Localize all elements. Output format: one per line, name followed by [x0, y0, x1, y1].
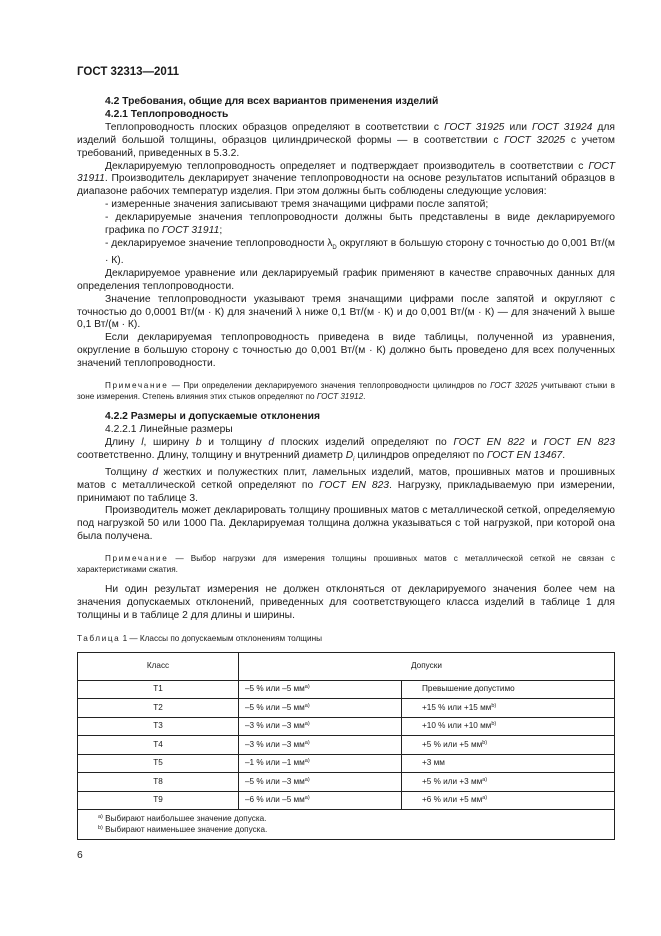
footnote-text: Выбирают наибольшее значение допуска. — [102, 814, 267, 824]
minus-tolerance-cell — [239, 736, 402, 755]
tolerance-value: +6 % или +5 мм — [422, 795, 483, 805]
footnote-ref: a) — [304, 702, 310, 709]
minus-tolerance-cell — [239, 699, 402, 718]
text-span: и толщину — [201, 436, 269, 448]
tolerance-value: –6 % или –5 мм — [245, 795, 305, 805]
text-span: . — [363, 392, 366, 402]
table-header-row — [78, 652, 615, 680]
lambda-symbol: λ — [327, 237, 333, 249]
plus-tolerance-cell — [402, 791, 615, 810]
tolerance-value: +3 мм — [422, 758, 445, 768]
paragraph-rounding: Если декларируемая теплопроводность приведена в виде таблицы, полученной из уравнения, округление в большую сторону с точностью до 0,001 Вт/(м · К) должно быть проведено для всех полученных значений теплопроводности. — [77, 332, 615, 370]
caption-label: Таблица — [77, 633, 121, 643]
footnote-a — [98, 813, 608, 824]
standard-reference: ГОСТ 31925 — [444, 121, 505, 133]
tolerance-value: +10 % или +10 мм — [422, 721, 492, 731]
class-cell: T1 — [78, 680, 239, 699]
footnote-cell — [78, 810, 615, 840]
tolerance-table — [77, 652, 615, 841]
variable: l — [141, 436, 144, 448]
paragraph-declared-thickness: Производитель может декларировать толщину прошивных матов с металлической сеткой, определяемую под нагрузкой 50 или 1000 Па. Декларируемая толщина должна указываться с той нагрузкой, при которой она была получена. — [77, 505, 615, 543]
text-span: или — [504, 121, 533, 133]
table-row — [78, 736, 615, 755]
note-cylinders — [77, 380, 615, 402]
variable: b — [195, 436, 202, 448]
plus-tolerance-cell — [402, 717, 615, 736]
text-span: — Выбор нагрузки для измерения толщины прошивных матов с металлической сеткой не связан с характеристиками сжатия. — [77, 554, 615, 575]
footnote-b — [98, 824, 608, 835]
document-header: ГОСТ 32313—2011 — [77, 66, 179, 78]
table-row — [78, 754, 615, 773]
footnote-mark: a) — [98, 814, 103, 821]
section-4-2-2-1-title: 4.2.2.1 Линейные размеры — [105, 423, 233, 435]
table-footnotes — [78, 810, 615, 840]
subscript: i — [353, 456, 355, 463]
section-4-2-2-title: 4.2.2 Размеры и допускаемые отклонения — [105, 411, 320, 423]
standard-reference: ГОСТ 32025 — [490, 381, 538, 391]
minus-tolerance-cell — [239, 717, 402, 736]
plus-tolerance-cell — [402, 680, 615, 699]
standard-reference: ГОСТ EN 823 — [543, 436, 615, 448]
table-row — [78, 717, 615, 736]
text-span: Декларируемую теплопроводность определяет и подтверждает производитель в соответствии с — [105, 160, 589, 172]
text-span: плоских изделий определяют по — [274, 436, 454, 448]
footnote-ref: b) — [491, 721, 497, 728]
minus-tolerance-cell — [239, 773, 402, 792]
text-span: Длину — [105, 436, 142, 448]
footnote-ref: a) — [304, 721, 310, 728]
tolerance-value: –5 % или –5 мм — [245, 684, 305, 694]
standard-reference: ГОСТ 31911 — [77, 160, 615, 185]
footnote-ref: a) — [304, 758, 310, 765]
subscript: D — [332, 245, 337, 252]
tolerance-value: Превышение допустимо — [422, 684, 515, 694]
header-tolerance: Допуски — [239, 652, 615, 680]
note-label: Примечание — [105, 381, 169, 391]
standard-reference: ГОСТ EN 822 — [453, 436, 525, 448]
footnote-ref: a) — [482, 795, 488, 802]
footnote-ref: b) — [482, 739, 488, 746]
tolerance-value: –3 % или –3 мм — [245, 721, 305, 731]
plus-tolerance-cell — [402, 754, 615, 773]
standard-reference: ГОСТ 32025 — [504, 134, 566, 146]
list-item — [77, 238, 615, 268]
standard-reference: ГОСТ EN 823 — [319, 479, 390, 491]
text-span: - декларируемые значения теплопроводности должны быть представлены в виде декларируемого графика по — [105, 212, 615, 237]
variable: d — [268, 436, 275, 448]
class-cell: T9 — [78, 791, 239, 810]
section-4-2-1-title: 4.2.1 Теплопроводность — [105, 108, 229, 120]
tolerance-value: –5 % или –3 мм — [245, 776, 305, 786]
footnote-text: Выбирают наименьшее значение допуска. — [102, 825, 268, 835]
list-item: - измеренные значения записывают тремя значащими цифрами после запятой; — [105, 199, 489, 211]
standard-reference: ГОСТ 31912 — [316, 392, 364, 402]
standard-reference: ГОСТ 31924 — [532, 121, 593, 133]
text-span: для изделий большой толщины, образцов цилиндрической формы — в соответствии с — [77, 121, 616, 146]
table-row — [78, 699, 615, 718]
variable: d — [152, 466, 159, 478]
text-span: . — [562, 449, 566, 461]
paragraph-reference-data: Декларируемое уравнение или декларируемый график применяют в качестве справочных данных для определения теплопроводности. — [77, 267, 615, 292]
paragraph-thickness — [77, 467, 615, 506]
table-caption — [77, 633, 615, 646]
caption-text: 1 — Классы по допускаемым отклонениям толщины — [120, 633, 322, 643]
tolerance-value: +5 % или +3 мм — [422, 776, 483, 786]
footnote-mark: b) — [98, 825, 103, 832]
text-span: с учетом требований, приведенных в 5.3.2. — [77, 134, 615, 159]
text-span: , ширину — [143, 436, 196, 448]
text-span: цилиндров определяют по — [354, 449, 487, 461]
footnote-ref: a) — [482, 776, 488, 783]
text-span: Теплопроводность плоских образцов определяют в соответствии с — [105, 121, 445, 133]
text-span: соответственно. Длину, толщину и внутренний диаметр — [77, 449, 346, 461]
minus-tolerance-cell — [239, 791, 402, 810]
list-item — [77, 212, 615, 238]
plus-tolerance-cell — [402, 736, 615, 755]
footnote-ref: a) — [304, 684, 310, 691]
section-4-2-title: 4.2 Требования, общие для всех вариантов применения изделий — [105, 96, 439, 107]
header-class: Класс — [78, 652, 239, 680]
class-cell: T3 — [78, 717, 239, 736]
paragraph-thermal-conductivity — [77, 122, 615, 161]
text-span: округляют в большую сторону с точностью до 0,001 Вт/(м · К). — [105, 237, 615, 266]
paragraph-deviation: Ни один результат измерения не должен отклоняться от декларируемого значения более чем на значения допускаемых отклонений, приведенных для соответствующего класса изделий в таблице 1 для толщины и в таблице 2 для длины и ширины. — [77, 584, 615, 621]
table-body — [78, 680, 615, 810]
table-row — [78, 791, 615, 810]
table-row — [78, 773, 615, 792]
minus-tolerance-cell — [239, 680, 402, 699]
tolerance-value: +15 % или +15 мм — [422, 702, 492, 712]
text-span: Толщину — [105, 466, 153, 478]
minus-tolerance-cell — [239, 754, 402, 773]
text-span: . Нагрузку, прикладываемую при измерении, принимают по таблице 3. — [77, 479, 615, 504]
tolerance-value: +5 % или +5 мм — [422, 739, 483, 749]
text-span: — При определении декларируемого значения теплопроводности цилиндров по — [168, 381, 491, 391]
table-row — [78, 680, 615, 699]
class-cell: T8 — [78, 773, 239, 792]
text-span: ; — [219, 225, 223, 237]
class-cell: T5 — [78, 754, 239, 773]
text-span: учитывают стыки в зоне измерения. Степень влияния этих стыков определяют по — [77, 381, 616, 402]
class-cell: T2 — [78, 699, 239, 718]
paragraph-linear-dimensions — [77, 437, 615, 467]
note-load — [77, 553, 615, 575]
variable: D — [345, 449, 354, 461]
plus-tolerance-cell — [402, 699, 615, 718]
note-label: Примечание — [105, 554, 169, 564]
text-span: и — [524, 436, 544, 448]
paragraph-precision: Значение теплопроводности указывают тремя значащими цифрами после запятой и округляют с точностью до 0,0001 Вт/(м · К) для значений λ ниже 0,1 Вт/(м · К) и до 0,001 Вт/(м · К) — для значений λ выше 0,1 Вт/(м · К). — [77, 293, 615, 331]
page-number: 6 — [77, 850, 83, 861]
text-span: жестких и полужестких плит, ламельных изделий, матов, прошивных матов и прошивных матов с металлической сеткой определяют по — [77, 466, 615, 491]
class-cell: T4 — [78, 736, 239, 755]
footnote-ref: a) — [304, 739, 310, 746]
document-body — [77, 96, 615, 840]
text-span: - декларируемое значение теплопроводности — [105, 237, 328, 249]
tolerance-value: –3 % или –3 мм — [245, 739, 305, 749]
tolerance-value: –1 % или –1 мм — [245, 758, 305, 768]
text-span: . Производитель декларирует значение теплопроводности на основе результатов испытаний образцов в диапазоне рабочих температур изделия. При этом должны быть соблюдены следующие условия: — [77, 173, 615, 198]
standard-reference: ГОСТ EN 13467 — [486, 449, 563, 461]
footnote-ref: b) — [491, 702, 497, 709]
standard-reference: ГОСТ 31911 — [161, 225, 220, 237]
paragraph-declared-conductivity — [77, 161, 615, 200]
tolerance-value: –5 % или –5 мм — [245, 702, 305, 712]
footnote-ref: a) — [304, 776, 310, 783]
footnote-ref: a) — [304, 795, 310, 802]
plus-tolerance-cell — [402, 773, 615, 792]
